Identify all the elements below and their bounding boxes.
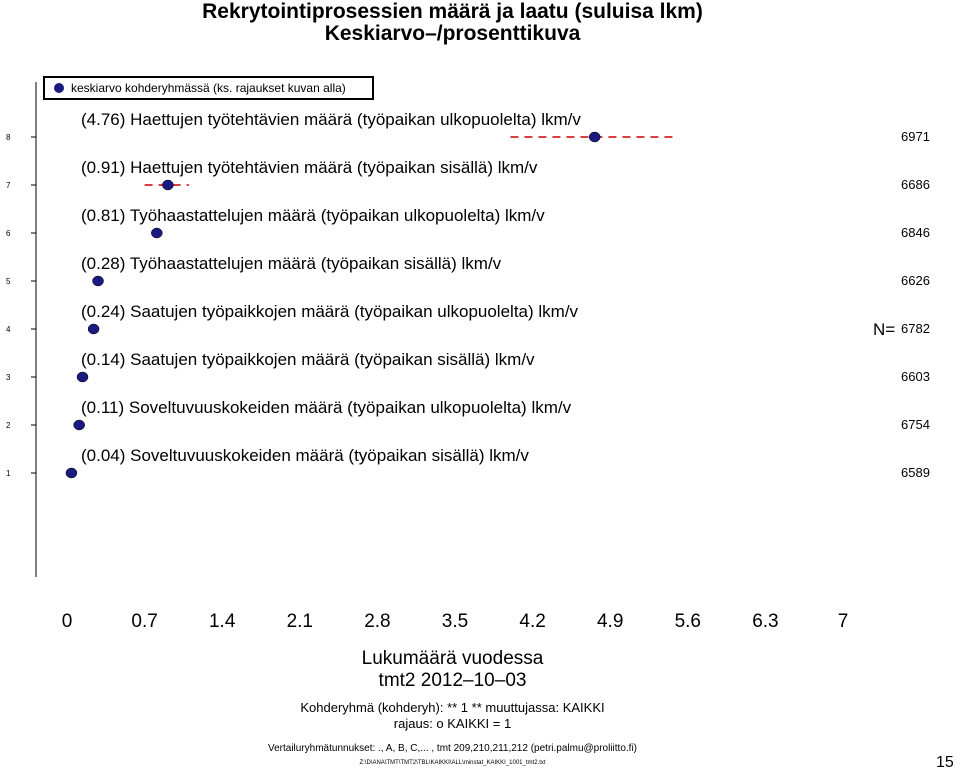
n-value: 6603 — [901, 369, 930, 384]
n-value: 6686 — [901, 177, 930, 192]
row-label: (0.11) Soveltuvuuskokeiden määrä (työpaikan ulkopuolelta) lkm/v — [81, 398, 572, 417]
row-label: (0.24) Saatujen työpaikkojen määrä (työpaikan ulkopuolelta) lkm/v — [81, 302, 579, 321]
footer-comparison-groups: Vertailuryhmätunnukset: ., A, B, C,... , tmt 209,210,211,212 (petri.palmu@proliitto.fi) — [267, 743, 638, 754]
y-tick-label: 7 — [6, 181, 11, 190]
footer-target-group: Kohderyhmä (kohderyh): ** 1 ** muuttujassa: KAIKKI — [300, 700, 605, 715]
n-value: 6626 — [901, 273, 930, 288]
x-tick-label: 4.2 — [519, 611, 546, 632]
data-point — [66, 468, 77, 478]
legend-label: keskiarvo kohderyhmässä (ks. rajaukset kuvan alla) — [71, 81, 346, 95]
n-value: 6589 — [901, 465, 930, 480]
n-label: N= — [873, 320, 896, 339]
x-tick-label: 0.7 — [131, 611, 158, 632]
x-tick-label: 2.8 — [364, 611, 391, 632]
x-tick-label: 0 — [61, 611, 73, 632]
y-tick-label: 6 — [6, 229, 11, 238]
chart-title: Rekrytointiprosessien määrä ja laatu (suluisa lkm) — [202, 0, 703, 23]
row-label: (0.28) Työhaastattelujen määrä (työpaikan sisällä) lkm/v — [81, 254, 502, 273]
x-tick-label: 3.5 — [441, 611, 469, 632]
y-tick-label: 4 — [6, 325, 11, 334]
x-tick-label: 2.1 — [286, 611, 314, 632]
n-value: 6754 — [901, 417, 930, 432]
x-axis-sublabel: tmt2 2012–10–03 — [378, 670, 527, 691]
x-tick-label: 4.9 — [596, 611, 624, 632]
row-label: (4.76) Haettujen työtehtävien määrä (työpaikan ulkopuolelta) lkm/v — [81, 110, 581, 129]
y-tick-label: 2 — [6, 421, 11, 430]
y-tick-label: 1 — [6, 469, 11, 478]
data-point — [77, 372, 88, 382]
data-point — [589, 132, 600, 142]
y-tick-label: 8 — [6, 133, 11, 142]
x-tick-label: 6.3 — [752, 611, 779, 632]
row-label: (0.91) Haettujen työtehtävien määrä (työpaikan sisällä) lkm/v — [81, 158, 538, 177]
n-value: 6846 — [901, 225, 930, 240]
x-tick-label: 5.6 — [674, 611, 702, 632]
x-tick-label: 1.4 — [208, 611, 236, 632]
x-tick-label: 7 — [837, 611, 849, 632]
footer-file-path: Z:\D\ANA\TMT\TMT2\TBL\KAIKKI\ALL\minstat_KAIKKI_1001_tmt2.txt — [359, 760, 546, 766]
chart-subtitle: Keskiarvo–/prosenttikuva — [324, 22, 581, 45]
n-value: 6971 — [901, 129, 930, 144]
row-label: (0.81) Työhaastattelujen määrä (työpaikan ulkopuolelta) lkm/v — [81, 206, 545, 225]
page-number: 15 — [936, 754, 954, 771]
x-axis-label: Lukumäärä vuodessa — [361, 648, 544, 669]
y-tick-label: 5 — [6, 277, 11, 286]
y-tick-label: 3 — [6, 373, 11, 382]
footer-restriction: rajaus: o KAIKKI = 1 — [393, 716, 512, 731]
data-point — [93, 276, 104, 286]
row-label: (0.04) Soveltuvuuskokeiden määrä (työpaikan sisällä) lkm/v — [81, 446, 529, 465]
data-point — [162, 180, 173, 190]
data-point — [151, 228, 162, 238]
data-point — [74, 420, 85, 430]
n-value: 6782 — [901, 321, 930, 336]
data-point — [88, 324, 99, 334]
row-label: (0.14) Saatujen työpaikkojen määrä (työpaikan sisällä) lkm/v — [81, 350, 535, 369]
